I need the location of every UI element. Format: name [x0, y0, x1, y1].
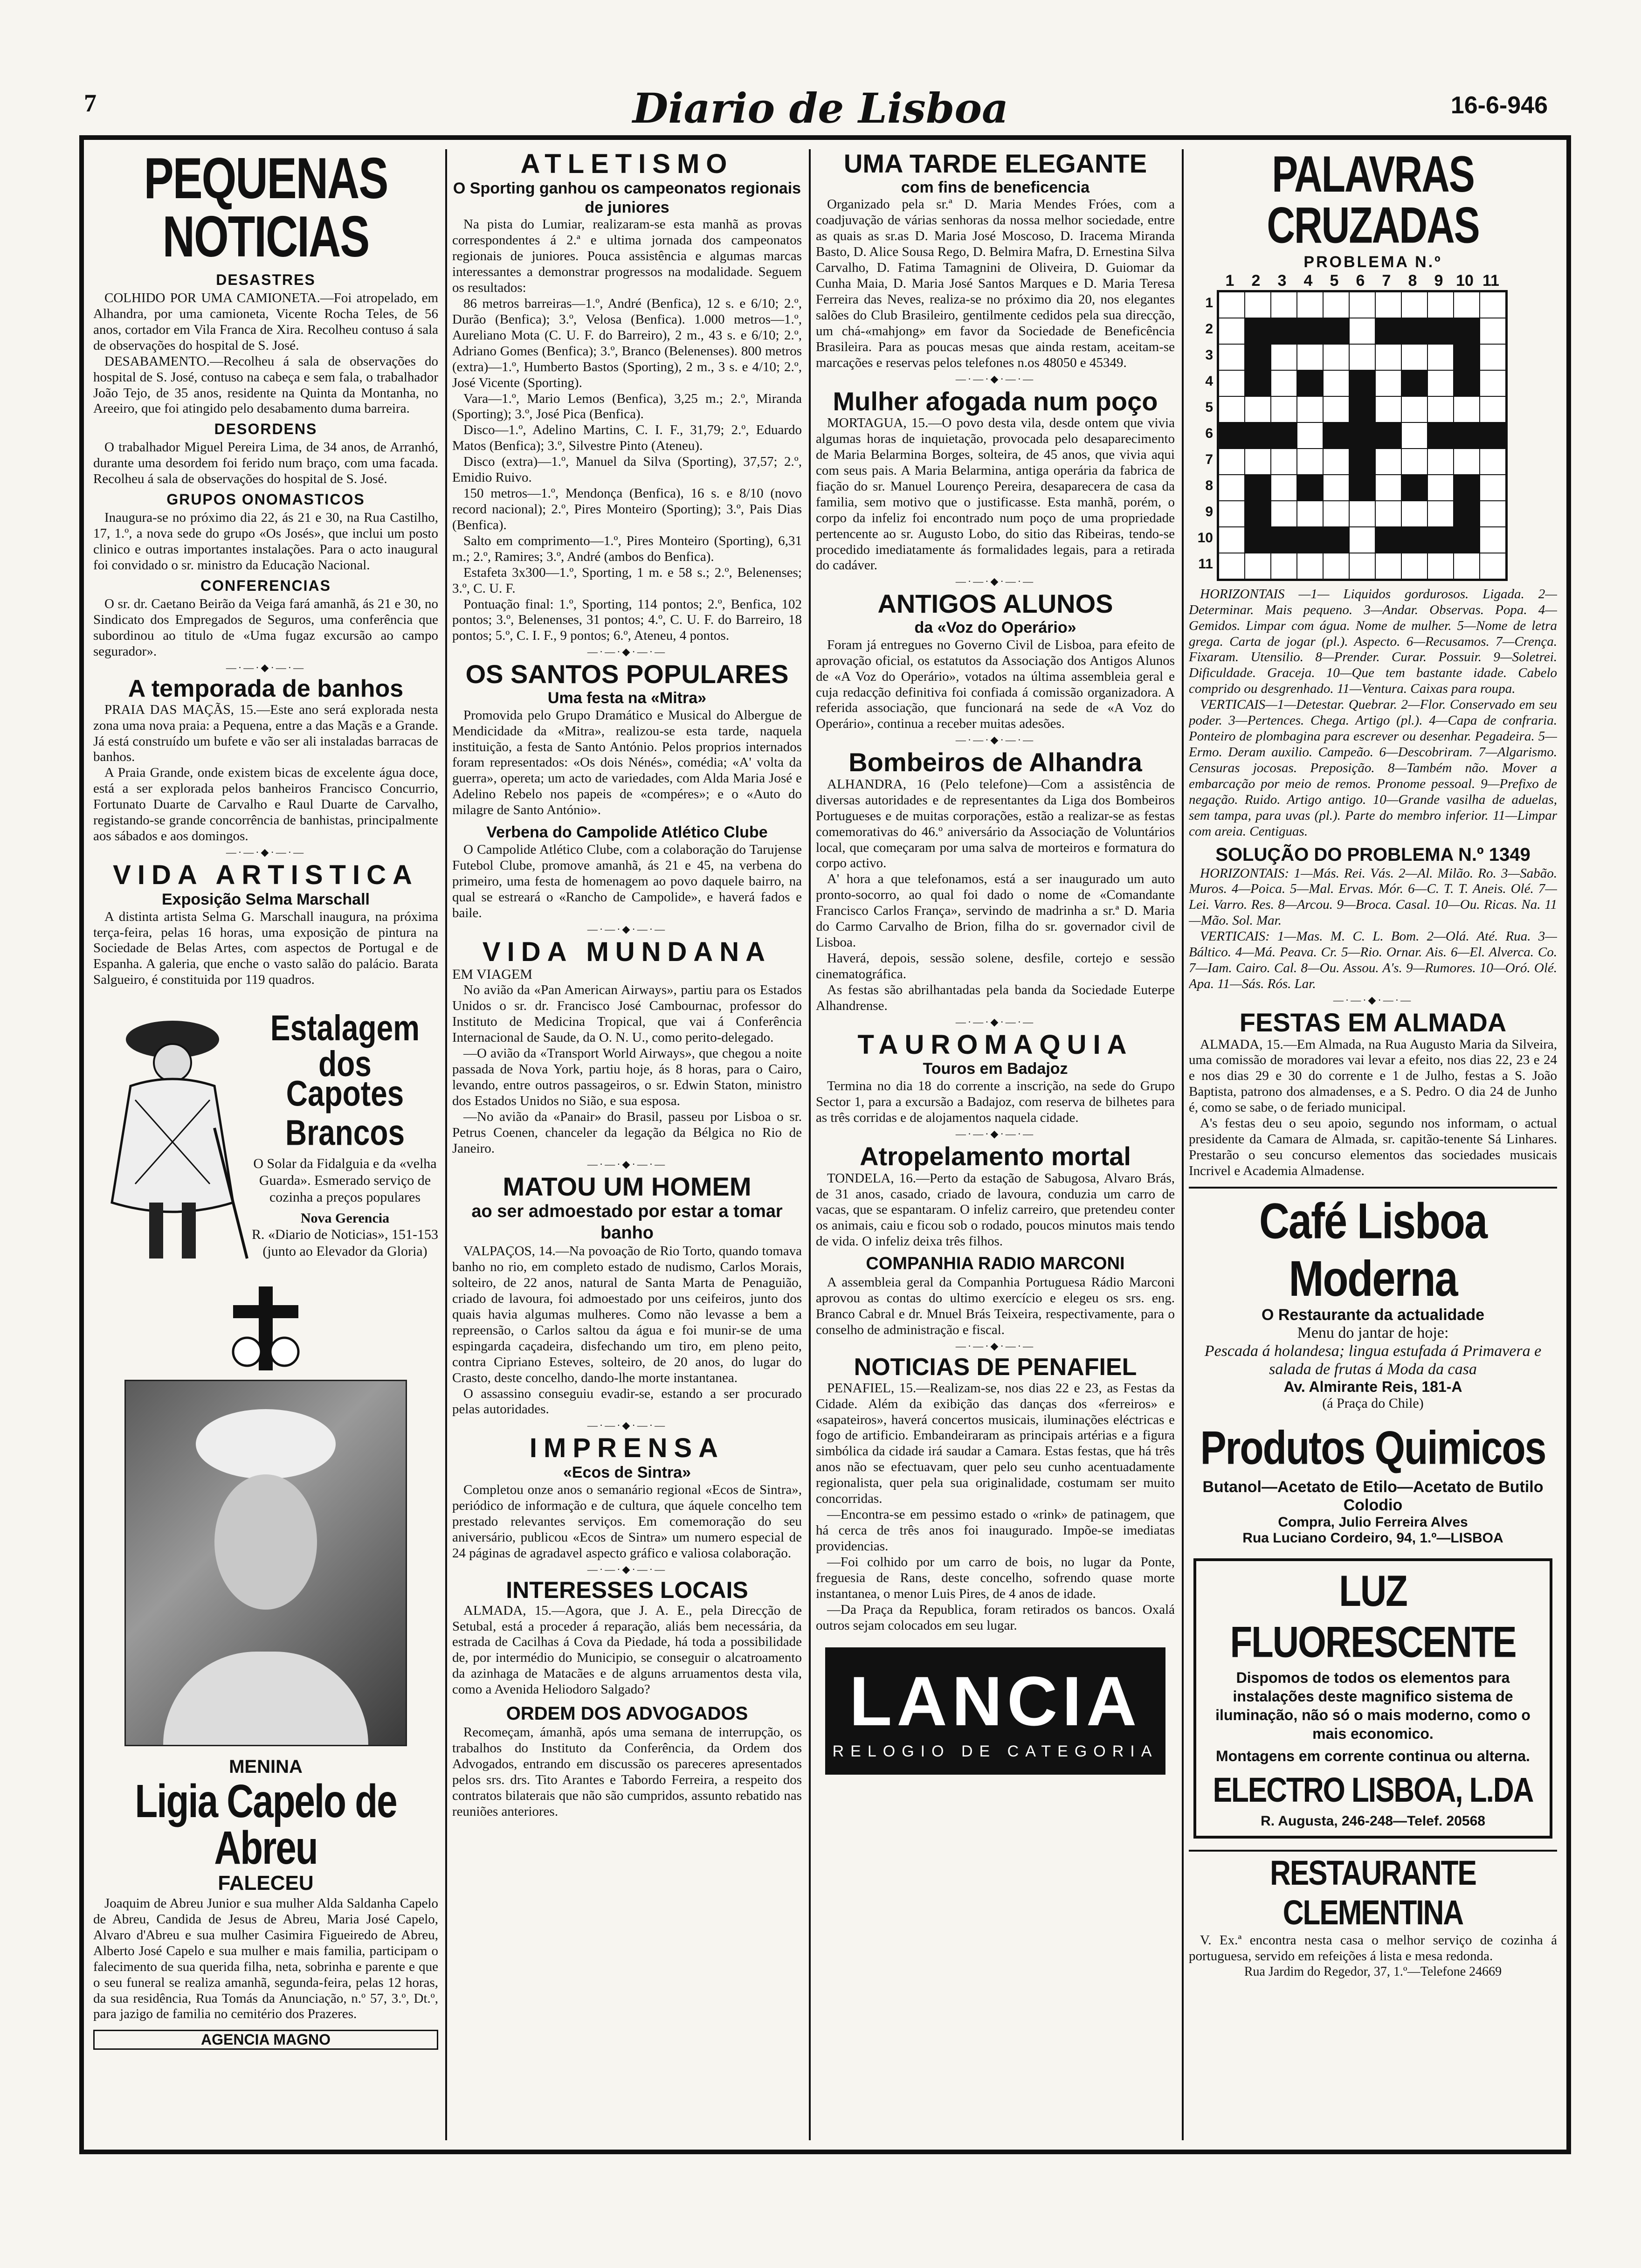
- crossword-black-cell: [1454, 501, 1480, 527]
- crossword-black-cell: [1454, 344, 1480, 370]
- verbena-heading: Verbena do Campolide Atlético Clube: [486, 823, 768, 842]
- crossword-white-cell[interactable]: [1219, 475, 1245, 501]
- cafe-address: Av. Almirante Reis, 181-A: [1283, 1378, 1462, 1395]
- crossword-white-cell[interactable]: [1271, 449, 1297, 475]
- cafe-ad: [1189, 1187, 1557, 1411]
- desordens-text: O trabalhador Miguel Pereira Lima, de 34 anos, de Arranhó, durante uma desordem foi ferido num braço, com uma facada. Recolheu á sala de observações do hospital de S. José.: [93, 440, 438, 487]
- crossword-title: PALAVRAS CRUZADAS: [1267, 149, 1479, 254]
- bombeiros-text-4: As festas são abrilhantadas pela banda da Sociedade Euterpe Alhandrense.: [816, 982, 1175, 1013]
- crossword-white-cell[interactable]: [1271, 553, 1297, 579]
- crossword-row-number: 11: [1198, 556, 1213, 572]
- separator: —·—·◆·—·—: [1333, 994, 1413, 1006]
- conferencias-text: O sr. dr. Caetano Beirão da Veiga fará amanhã, ás 21 e 30, no Sindicato dos Empregados de Seguros, uma conferência que subordinou ao titulo de «Uma fugaz excursão ao campo segurador».: [93, 596, 438, 659]
- lancia-tagline: RELOGIO DE CATEGORIA: [832, 1742, 1158, 1761]
- crossword-column-number: 9: [1434, 271, 1443, 290]
- luz-text-2: Montagens em corrente continua ou alterna.: [1216, 1748, 1530, 1764]
- crossword-vertical-clues: VERTICAIS—1—Detestar. Quebrar. 2—Flor. Conservado em seu poder. 3—Pertences. Chega. Artigo (pl.). 4—Capa de confraria. Ponteiro de plombagina para escrever ou desenhar. Pegadeira. 5—Ermo. Deram auxilio. Campeão. 6—Descobriram. 7—Algarismo. Censuras jocosas. Preposição. 8—Também não. Mover a embarcação por meio de remos. Pronome pessoal. 9—Prefixo de negação. Ruido. Artigo antigo. 10—Grande vasilha de aduelas, sem tampa, para uvas (pl.). Parte do membro inferior. 11—Limpar com areia. Centiguas.: [1189, 697, 1557, 839]
- penafiel-heading: NOTICIAS DE PENAFIEL: [854, 1353, 1137, 1381]
- crossword-row-number: 2: [1205, 321, 1213, 337]
- crossword-horizontal-clues: HORIZONTAIS —1— Liquidos gordurosos. Ligada. 2—Determinar. Mais pequeno. 3—Andar. Observas. Popa. 4—Gemidos. Limpar com água. Nome de mulher. 5—Nome de letra grega. Carta de jogar (pl.). Aspecto. 6—Recusamos. 7—Crença. Fixaram. Utensilio. 8—Prender. Curar. Possuir. 9—Soletrei. Dificuldade. Graceja. 10—Que tem bastante idade. Cabelo comprido ou desgrenhado. 11—Ventura. Caixas para roupa.: [1189, 586, 1557, 697]
- penafiel-text-4: —Da Praça da Republica, foram retirados os bancos. Oxalá outros sejam colocados em seu lugar.: [816, 1602, 1175, 1633]
- crossword-white-cell[interactable]: [1349, 292, 1375, 318]
- crossword-white-cell[interactable]: [1375, 475, 1401, 501]
- crossword-black-cell: [1427, 422, 1454, 449]
- crossword-black-cell: [1375, 422, 1401, 449]
- crossword-white-cell[interactable]: [1219, 370, 1245, 396]
- crossword-white-cell[interactable]: [1480, 527, 1506, 553]
- desastres-heading: DESASTRES: [216, 271, 316, 288]
- mundana-subheading: EM VIAGEM: [452, 967, 532, 982]
- page-header: [75, 84, 1566, 140]
- afogada-heading: Mulher afogada num poço: [833, 386, 1158, 416]
- atletismo-text-5: Disco (extra)—1.º, Manuel da Silva (Sporting), 37,57; 2.º, Emidio Ruivo.: [452, 454, 802, 485]
- solution-heading: SOLUÇÃO DO PROBLEMA N.º 1349: [1215, 844, 1531, 865]
- banhos-text-2: A Praia Grande, onde existem bicas de excelente água doce, está a ser explorada pelos banheiros Francisco Concurrio, Fortunato Duarte de Carvalho e Raul Duarte de Carvalho, registando-se grande concorrência de banhistas, principalmente aos sábados e aos domingos.: [93, 765, 438, 844]
- crossword-white-cell[interactable]: [1245, 449, 1271, 475]
- crossword-black-cell: [1454, 370, 1480, 396]
- crossword-white-cell[interactable]: [1454, 396, 1480, 422]
- solution-vertical: VERTICAIS: 1—Mas. M. C. L. Bom. 2—Olá. Até. Rua. 3—Báltico. 4—Má. Peava. Cr. 5—Rio. Ornar. Ais. 6—El. Alverca. Co. 7—Iam. Cairo. Cal. 8—Ou. Assou. A's. 9—Rumores. 10—Oró. Olé. Apa. 11—Sás. Rós. Lar.: [1189, 929, 1557, 991]
- crossword-white-cell[interactable]: [1219, 449, 1245, 475]
- crossword-black-cell: [1297, 475, 1323, 501]
- cafe-tagline: O Restaurante da actualidade: [1261, 1306, 1485, 1324]
- crossword-white-cell[interactable]: [1401, 501, 1427, 527]
- masthead: Diario de Lisboa: [632, 84, 1009, 132]
- floral-cross: [93, 1268, 438, 1380]
- crossword-white-cell[interactable]: [1271, 396, 1297, 422]
- crossword-white-cell[interactable]: [1219, 344, 1245, 370]
- atletismo-text-8: Estafeta 3x300—1.º, Sporting, 1 m. e 58 s.; 2.º, Belenenses; 3.º, C. U. F.: [452, 565, 802, 596]
- clementina-text: V. Ex.ª encontra nesta casa o melhor serviço de cozinha á portuguesa, servido em refeições á lista e mesa redonda.: [1189, 1933, 1557, 1964]
- antigos-heading: ANTIGOS ALUNOS: [877, 589, 1113, 619]
- estalagem-ad: [93, 1007, 438, 1268]
- crossword-row-numbers: [1189, 290, 1217, 577]
- crossword-white-cell[interactable]: [1349, 553, 1375, 579]
- imprensa-text: Completou onze anos o semanário regional «Ecos de Sintra», periódico de informação e de cultura, que áquele concelho tem prestado relevantes serviços. Em comemoração do seu aniversário, publicou «Ecos de Sintra» um numero especial de 24 páginas de agradavel aspecto gráfico e valiosa colaboração.: [452, 1482, 802, 1561]
- crossword-white-cell[interactable]: [1427, 449, 1454, 475]
- vida-artistica-heading: VIDA ARTISTICA: [113, 860, 419, 890]
- santos-heading: OS SANTOS POPULARES: [465, 659, 789, 689]
- crossword-white-cell[interactable]: [1349, 527, 1375, 553]
- pequenas-noticias-title: PEQUENAS NOTICIAS: [144, 149, 388, 270]
- luz-company: ELECTRO LISBOA, L.DA: [1213, 1771, 1533, 1810]
- column-rule: [1182, 149, 1184, 2140]
- crossword-black-cell: [1271, 318, 1297, 344]
- separator: —·—·◆·—·—: [955, 1128, 1035, 1140]
- desastres-text-2: DESABAMENTO.—Recolheu á sala de observações do hospital de S. José, contuso na cabeça e sem fala, o trabalhador João Tejo, de 35 anos, residente na Quinta da Montanha, no Areeiro, que foi atingido pelo desabamento duma barreira.: [93, 353, 438, 416]
- crossword-white-cell[interactable]: [1245, 553, 1271, 579]
- luz-address: R. Augusta, 246-248—Telef. 20568: [1261, 1813, 1485, 1829]
- crossword-black-cell: [1349, 449, 1375, 475]
- crossword-white-cell[interactable]: [1375, 449, 1401, 475]
- crossword-white-cell[interactable]: [1401, 396, 1427, 422]
- crossword-row-number: 7: [1205, 451, 1213, 467]
- interesses-text: ALMADA, 15.—Agora, que J. A. E., pela Direcção de Setubal, está a proceder á reparação, aliás bem necessária, da estrada de Cacilhas á Cova da Piedade, há toda a possibilidade de, por intermédio do Municipio, se conseguir o alcatroamento da azinhaga de Matacães e de alguns arruamentos desta vila, como a Avenida Heliodoro Salgado?: [452, 1603, 802, 1697]
- almada-text-2: A's festas deu o seu apoio, segundo nos informam, o actual presidente da Camara de Almada, sr. capitão-tenente Sá Linhares. Prestarão o seu concurso elementos das sociedades musicais Incrivel e Academia Almadense.: [1189, 1116, 1557, 1178]
- obituary-faleceu: FALECEU: [218, 1872, 314, 1895]
- crossword-black-cell: [1297, 318, 1323, 344]
- tauromaquia-heading: TAUROMAQUIA: [857, 1029, 1133, 1060]
- issue-date: 16-6-946: [1450, 92, 1548, 119]
- crossword-white-cell[interactable]: [1323, 553, 1349, 579]
- crossword-white-cell[interactable]: [1323, 449, 1349, 475]
- crossword-black-cell: [1401, 527, 1427, 553]
- matou-text-2: O assassino conseguiu evadir-se, estando a ser procurado pelas autoridades.: [452, 1386, 802, 1417]
- crossword-black-cell: [1401, 370, 1427, 396]
- crossword-white-cell[interactable]: [1401, 292, 1427, 318]
- cafe-menu-label: Menu do jantar de hoje:: [1297, 1324, 1449, 1341]
- atletismo-text-4: Disco—1.º, Adelino Martins, C. I. F., 31,79; 2.º, Eduardo Matos (Benfica); 3.º, Silvestre Pinto (Ateneu).: [452, 422, 802, 454]
- crossword-row-number: 10: [1197, 530, 1213, 546]
- crossword-white-cell[interactable]: [1349, 344, 1375, 370]
- tarde-heading: UMA TARDE ELEGANTE: [843, 149, 1147, 178]
- crossword-black-cell: [1454, 527, 1480, 553]
- crossword-column-number: 11: [1482, 271, 1499, 290]
- crossword-row-number: 9: [1205, 504, 1213, 519]
- separator: —·—·◆·—·—: [587, 923, 667, 935]
- crossword-black-cell: [1271, 422, 1297, 449]
- column-4: [1189, 149, 1557, 2140]
- interesses-heading: INTERESSES LOCAIS: [506, 1577, 748, 1603]
- crossword-white-cell[interactable]: [1245, 292, 1271, 318]
- agency-name: AGENCIA MAGNO: [93, 2030, 438, 2050]
- bombeiros-text-3: Haverá, depois, sessão solene, desfile, cortejo e sessão cinematográfica.: [816, 951, 1175, 982]
- estalagem-text: O Solar da Fidalguia e da «velha Guarda». Esmerado serviço de cozinha a preços populares: [253, 1155, 437, 1205]
- solution-horizontal: HORIZONTAIS: 1—Más. Rei. Vás. 2—Al. Milão. Ro. 3—Sabão. Muros. 4—Poica. 5—Mal. Ervas. Mór. 6—C. T. T. Aneis. Olé. 7—Lei. Varro. Res. 8—Arcou. 9—Broca. Casal. 10—Ou. Ricas. Na. 11—Mão. Sol. Mar.: [1189, 865, 1557, 928]
- desastres-text-1: COLHIDO POR UMA CAMIONETA.—Foi atropelado, em Alhandra, por uma camioneta, Vicente Rocha Teles, de 56 anos, cortador em Vila Franca de Xira. Recolheu contuso á sala de observações do hospital de S. José.: [93, 290, 438, 353]
- santos-subheading: Uma festa na «Mitra»: [547, 689, 707, 707]
- crossword-area: [1189, 290, 1557, 581]
- crossword-black-cell: [1271, 527, 1297, 553]
- matou-subheading: ao ser admoestado por estar a tomar banho: [471, 1202, 783, 1243]
- crossword-white-cell[interactable]: [1349, 318, 1375, 344]
- crossword-white-cell[interactable]: [1401, 422, 1427, 449]
- crossword-column-number: 10: [1456, 271, 1474, 290]
- crossword-column-number: 4: [1303, 271, 1313, 290]
- cafe-dishes: Pescada á holandesa; lingua estufada á Primavera e salada de frutas á Moda da casa: [1204, 1342, 1542, 1378]
- estalagem-title-2: Capotes Brancos: [285, 1073, 405, 1153]
- crossword-black-cell: [1427, 318, 1454, 344]
- obituary-name: Ligia Capelo de Abreu: [135, 1775, 397, 1874]
- conferencias-heading: CONFERENCIAS: [200, 577, 331, 594]
- crossword-white-cell[interactable]: [1375, 396, 1401, 422]
- grupos-text: Inaugura-se no próximo dia 22, ás 21 e 30, na Rua Castilho, 17, 1.º, a nova sede do grupo «Os Josés», que inclui um posto clinico e outras importantes instalações. Para o acto inaugural foi convidado o sr. ministro da Educação Nacional.: [93, 510, 438, 573]
- quimicos-buyer: Compra, Julio Ferreira Alves: [1278, 1514, 1468, 1530]
- atletismo-text-7: Salto em comprimento—1.º, Pires Monteiro (Sporting), 6,31 m.; 2.º, Ramires; 3.º, André (ambos do Benfica).: [452, 533, 802, 564]
- tauromaquia-subheading: Touros em Badajoz: [923, 1060, 1068, 1078]
- crossword-white-cell[interactable]: [1427, 475, 1454, 501]
- crossword-row-number: 6: [1205, 425, 1213, 441]
- crossword-white-cell[interactable]: [1427, 501, 1454, 527]
- estalagem-management: Nova Gerencia: [300, 1210, 390, 1226]
- crossword-white-cell[interactable]: [1323, 475, 1349, 501]
- crossword-white-cell[interactable]: [1427, 344, 1454, 370]
- crossword-row-number: 8: [1205, 477, 1213, 493]
- crossword-black-cell: [1401, 318, 1427, 344]
- cafe-address-2: (á Praça do Chile): [1322, 1396, 1424, 1411]
- separator: —·—·◆·—·—: [955, 1340, 1035, 1352]
- crossword-black-cell: [1375, 318, 1401, 344]
- luz-name: LUZ FLUORESCENTE: [1230, 1566, 1516, 1666]
- crossword-black-cell: [1245, 370, 1271, 396]
- crossword-white-cell[interactable]: [1375, 292, 1401, 318]
- cross-icon: [93, 1268, 438, 1380]
- crossword-black-cell: [1297, 370, 1323, 396]
- clementina-name: RESTAURANTE CLEMENTINA: [1270, 1854, 1476, 1932]
- crossword-white-cell[interactable]: [1480, 370, 1506, 396]
- obituary-prefix: MENINA: [229, 1756, 303, 1777]
- imprensa-subheading: «Ecos de Sintra»: [563, 1464, 691, 1482]
- column-3: [816, 149, 1175, 2140]
- separator: —·—·◆·—·—: [226, 846, 306, 858]
- crossword-black-cell: [1375, 527, 1401, 553]
- vida-artistica-text: A distinta artista Selma G. Marschall inaugura, na próxima terça-feira, pelas 16 horas, uma exposição de pintura na Sociedade de Belas Artes, com aspectos de Portugal e de Espanha. A galeria, que enche o vasto salão do palácio. Barata Salgueiro, é constituida por 119 quadros.: [93, 909, 438, 988]
- atropelamento-text: TONDELA, 16.—Perto da estação de Sabugosa, Alvaro Brás, de 31 anos, casado, criado de lavoura, conduzia um carro de vacas, que se espantaram. O infeliz carreiro, que pretendeu conter os animais, caiu e ficou sob o rodado, poucos minutos mais tendo de vida. O infeliz deixa três filhos.: [816, 1170, 1175, 1249]
- crossword-black-cell: [1219, 422, 1245, 449]
- afogada-text: MORTAGUA, 15.—O povo desta vila, desde ontem que vivia algumas horas de inquietação, provocada pelo desaparecimento de Maria Belarmina Borges, solteira, de 45 anos, que vivia aqui com seus pais. A Maria Belarmina, antiga operária da fabrica de fiação do sr. Manuel Lourenço Pereira, desaparecera de casa da familia, sem motivo que o justificasse. Esta manhã, porém, o corpo da infeliz foi encontrado num poço de uma propriedade pertencente ao sr. Augusto Lobo, do sitio das Ribeiras, tendo-se procedido imediatamente ás formalidades legais, para a retirada do cadáver.: [816, 415, 1175, 573]
- estalagem-address: R. «Diario de Noticias», 151-153 (junto ao Elevador da Gloria): [252, 1226, 438, 1259]
- crossword-white-cell[interactable]: [1271, 501, 1297, 527]
- crossword-white-cell[interactable]: [1480, 318, 1506, 344]
- crossword-black-cell: [1349, 370, 1375, 396]
- crossword-white-cell[interactable]: [1297, 501, 1323, 527]
- clementina-ad: [1189, 1850, 1557, 1979]
- crossword-row-number: 5: [1205, 399, 1213, 415]
- crossword-black-cell: [1480, 422, 1506, 449]
- luz-ad: [1193, 1558, 1552, 1839]
- page-frame: [79, 135, 1571, 2154]
- penafiel-text-2: —Encontra-se em pessimo estado o «rink» de patinagem, que há cerca de três anos foi inaugurado. Impõe-se imediatas providencias.: [816, 1507, 1175, 1554]
- ordem-text: Recomeçam, ámanhã, após uma semana de interrupção, os trabalhos do Instituto da Conferência, da Ordem dos Advogados, entrando em discussão os pareceres apresentados pelos srs. drs. Tito Arantes e Tabordo Ferreira, a respeito dos contratos bilaterais que não são cumpridos, assunto rebatido nas reuniões anteriores.: [452, 1725, 802, 1819]
- crossword-black-cell: [1245, 501, 1271, 527]
- crossword-white-cell[interactable]: [1480, 292, 1506, 318]
- crossword-row-number: 3: [1205, 347, 1213, 363]
- separator: —·—·◆·—·—: [587, 1563, 667, 1575]
- bombeiros-text-1: ALHANDRA, 16 (Pelo telefone)—Com a assistência de diversas autoridades e de representantes da Liga dos Bombeiros Portugueses e de muitas corporações, estão a realizar-se as festas comemorativas do 46.º aniversário da Associação de Voluntários local, que começaram por uma salva de morteiros e formatura do corpo activo.: [816, 776, 1175, 871]
- crossword-black-cell: [1323, 318, 1349, 344]
- luz-text: Dispomos de todos os elementos para instalações deste magnifico sistema de iluminação, não só o mais moderno, como o mais economico.: [1215, 1669, 1531, 1742]
- crossword-black-cell: [1454, 475, 1480, 501]
- quimicos-products: Butanol—Acetato de Etilo—Acetato de Butilo Colodio: [1202, 1478, 1544, 1514]
- bombeiros-heading: Bombeiros de Alhandra: [848, 747, 1142, 777]
- crossword-white-cell[interactable]: [1401, 449, 1427, 475]
- crossword-white-cell[interactable]: [1427, 553, 1454, 579]
- crossword-white-cell[interactable]: [1219, 553, 1245, 579]
- grupos-heading: GRUPOS ONOMASTICOS: [166, 491, 365, 508]
- crossword-white-cell[interactable]: [1271, 344, 1297, 370]
- crossword-white-cell[interactable]: [1375, 370, 1401, 396]
- atletismo-subheading: O Sporting ganhou os campeonatos regionais de juniores: [453, 179, 801, 216]
- crossword-white-cell[interactable]: [1297, 292, 1323, 318]
- crossword-white-cell[interactable]: [1297, 449, 1323, 475]
- ordem-heading: ORDEM DOS ADVOGADOS: [506, 1703, 748, 1724]
- crossword-white-cell[interactable]: [1323, 396, 1349, 422]
- banhos-heading: A temporada de banhos: [128, 675, 404, 702]
- tarde-subheading: com fins de beneficencia: [901, 178, 1090, 196]
- crossword-white-cell[interactable]: [1480, 553, 1506, 579]
- crossword-white-cell[interactable]: [1323, 501, 1349, 527]
- portrait-photo: [124, 1380, 407, 1746]
- mundana-heading: VIDA MUNDANA: [482, 936, 772, 967]
- crossword-black-cell: [1323, 422, 1349, 449]
- crossword-white-cell[interactable]: [1480, 501, 1506, 527]
- crossword-black-cell: [1454, 422, 1480, 449]
- matou-text-1: VALPAÇOS, 14.—Na povoação de Rio Torto, quando tomava banho no rio, em completo estado de nudismo, Carlos Morais, solteiro, de 22 anos, natural de Santa Marta de Penaguião, criado de lavoura, foi admoestado por uns ceifeiros, junto dos quais havia algumas mulheres. Como não levasse a bem a repreensão, o Carlos saltou da água e foi munir-se de uma espingarda caçadeira, disfechando um tiro, em pleno peito, contra Cipriano Esteves, solteiro, de 20 anos, do lugar do Crasto, deste concelho, dando-lhe morte instantanea.: [452, 1244, 802, 1385]
- atletismo-heading: ATLETISMO: [520, 149, 734, 179]
- crossword-white-cell[interactable]: [1219, 318, 1245, 344]
- crossword-black-cell: [1245, 475, 1271, 501]
- crossword-black-cell: [1297, 527, 1323, 553]
- crossword-white-cell[interactable]: [1427, 370, 1454, 396]
- crossword-white-cell[interactable]: [1219, 527, 1245, 553]
- cafe-name: Café Lisboa Moderna: [1259, 1193, 1487, 1307]
- crossword-problem-label: PROBLEMA N.º: [1303, 253, 1442, 271]
- crossword-white-cell[interactable]: [1401, 553, 1427, 579]
- crossword-white-cell[interactable]: [1375, 553, 1401, 579]
- atletismo-text-6: 150 metros—1.º, Mendonça (Benfica), 16 s. e 8/10 (novo record nacional); 2.º, Pires Monteiro (Sporting); 3.º, Pais Dias (Benfica).: [452, 486, 802, 532]
- separator: —·—·◆·—·—: [955, 575, 1035, 588]
- mundana-text-1: No avião da «Pan American Airways», partiu para os Estados Unidos o sr. dr. Francisco José Cambournac, professor do Instituto de Medicina Tropical, que vai á Conferência Internacional de Saude, da O. N. U., como perito-delegado.: [452, 982, 802, 1045]
- column-1: [93, 149, 438, 2140]
- separator: —·—·◆·—·—: [587, 1419, 667, 1431]
- marconi-heading: COMPANHIA RADIO MARCONI: [866, 1254, 1125, 1274]
- atletismo-text-1: Na pista do Lumiar, realizaram-se esta manhã as provas correspondentes á 2.ª e ultima jornada dos campeonatos regionais de juniores. Pouca assistência e algumas marcas interessantes a demonstrar progressos na modalidade. Seguem os resultados:: [452, 217, 802, 296]
- crossword-column-number: 1: [1225, 271, 1234, 290]
- clementina-address: Rua Jardim do Regedor, 37, 1.º—Telefone 24669: [1244, 1964, 1502, 1979]
- crossword-white-cell[interactable]: [1219, 501, 1245, 527]
- separator: —·—·◆·—·—: [955, 734, 1035, 746]
- crossword-column-number: 5: [1330, 271, 1339, 290]
- crossword-white-cell[interactable]: [1271, 370, 1297, 396]
- crossword-black-cell: [1427, 527, 1454, 553]
- crossword-row-number: 4: [1205, 373, 1213, 389]
- crossword-white-cell[interactable]: [1323, 344, 1349, 370]
- crossword-row-number: 1: [1205, 295, 1213, 311]
- bombeiros-text-2: A' hora a que telefonamos, está a ser inaugurado um auto pronto-socorro, ao qual foi dado o nome de «Comandante Francisco Carlos França», servindo de madrinha a sr.ª D. Maria do Carmo Carvalho de Brion, filha do sr. governador civil de Lisboa.: [816, 871, 1175, 950]
- penafiel-text-3: —Foi colhido por um carro de bois, no lugar da Ponte, freguesia de Rans, deste concelho, sofrendo quase morte instantanea, o menor Luis Pires, de 4 anos de idade.: [816, 1554, 1175, 1601]
- page-number: 7: [84, 89, 97, 117]
- crossword-black-cell: [1401, 475, 1427, 501]
- crossword-white-cell[interactable]: [1480, 396, 1506, 422]
- quimicos-ad: [1189, 1421, 1557, 1546]
- separator: —·—·◆·—·—: [587, 1158, 667, 1170]
- lancia-ad: [825, 1647, 1165, 1775]
- estalagem-title-1: Estalagem dos: [270, 1008, 420, 1084]
- column-rule: [809, 149, 811, 2140]
- crossword-white-cell[interactable]: [1297, 553, 1323, 579]
- almada-heading: FESTAS EM ALMADA: [1239, 1007, 1507, 1037]
- crossword-white-cell[interactable]: [1323, 370, 1349, 396]
- crossword-white-cell[interactable]: [1454, 449, 1480, 475]
- crossword-white-cell[interactable]: [1219, 396, 1245, 422]
- crossword-black-cell: [1245, 318, 1271, 344]
- crossword-white-cell[interactable]: [1375, 344, 1401, 370]
- penafiel-text-1: PENAFIEL, 15.—Realizam-se, nos dias 22 e 23, as Festas da Cidade. Além da exibição das danças dos «ferreiros» e «sapateiros», haverá concertos musicais, iluminações eléctricas e fogo de artificio. Embandeiraram as principais artérias e a figura simbólica da cidade irá saudar a Camara. Estas festas, que há três anos não se efectuavam, quer pelo seu cunho acentuadamente regionalista, quer pela sua originalidade, costumam ser muito concorridas.: [816, 1380, 1175, 1507]
- crossword-black-cell: [1454, 318, 1480, 344]
- crossword-white-cell[interactable]: [1427, 292, 1454, 318]
- separator: —·—·◆·—·—: [955, 1016, 1035, 1028]
- separator: —·—·◆·—·—: [226, 661, 306, 673]
- crossword-white-cell[interactable]: [1271, 292, 1297, 318]
- crossword-column-number: 7: [1382, 271, 1391, 290]
- atletismo-text-3: Vara—1.º, Mario Lemos (Benfica), 3,25 m.; 2.º, Miranda (Sporting); 3.º, José Pica (Benfica).: [452, 391, 802, 422]
- atropelamento-heading: Atropelamento mortal: [860, 1141, 1131, 1171]
- crossword-black-cell: [1245, 344, 1271, 370]
- separator: —·—·◆·—·—: [587, 646, 667, 658]
- crossword-column-number: 6: [1356, 271, 1365, 290]
- atletismo-text-9: Pontuação final: 1.º, Sporting, 114 pontos; 2.º, Benfica, 102 pontos; 3.º, Belenenses, 31 pontos; 4.º, C. U. F. do Barreiro, 18 pontos; 5.º, C. I. F., 9 pontos; 6.º, Ateneu, 4 pontos.: [452, 596, 802, 643]
- crossword-white-cell[interactable]: [1323, 292, 1349, 318]
- verbena-text: O Campolide Atlético Clube, com a colaboração do Tarujense Futebol Clube, promove amanhã, ás 21 e 45, na verbena do primeiro, uma festa de homenagem ao povo daquele bairro, na qual se estreará o «Rancho de Campolide», e haverá fados e baile.: [452, 842, 802, 920]
- crossword-white-cell[interactable]: [1271, 475, 1297, 501]
- crossword-white-cell[interactable]: [1480, 449, 1506, 475]
- antigos-subheading: da «Voz do Operário»: [914, 618, 1076, 636]
- crossword-grid: [1217, 290, 1508, 581]
- crossword-white-cell[interactable]: [1454, 292, 1480, 318]
- column-rule: [445, 149, 447, 2140]
- quimicos-name: Produtos Quimicos: [1200, 1421, 1546, 1474]
- antigos-text: Foram já entregues no Governo Civil de Lisboa, para efeito de aprovação oficial, os estatutos da Associação dos Antigos Alunos de «A Voz do Operário», votados na última assembleia geral e cuja redacção definitiva foi confiada á comissão organizadora. A referida associação, que funcionará na sede de «A Voz do Operário», continua a receber muitas adesões.: [816, 637, 1175, 732]
- crossword-white-cell[interactable]: [1297, 396, 1323, 422]
- banhos-text-1: PRAIA DAS MAÇÃS, 15.—Este ano será explorada nesta zona uma nova praia: a Pequena, entre a das Maçãs e a Grande. Já está construído um bufete e vão ser ali instaladas barracas de banhos.: [93, 702, 438, 765]
- crossword-white-cell[interactable]: [1297, 422, 1323, 449]
- tarde-text: Organizado pela sr.ª D. Maria Mendes Fróes, com a coadjuvação de várias senhoras da nossa melhor sociedade, entre as quais as sr.as D. Maria José Moscoso, D. Iracema Miranda Basto, D. Alice Sousa Rego, D. Belmira Mafra, D. Ernestina Silva Carvalho, D. Fatima Tamagnini de Oliveira, D. Guiomar da Cunha Maia, D. Maria José Santos Marques e D. Maria Teresa Ferreira das Neves, realiza-se no próximo dia 20, nos elegantes salões do Club Brasileiro, gentilmente cedidos pela sua direcção, um chá-«mahjong» em favor da Sociedade de Beneficência Brasileira. Para as poucas mesas que ainda restam, aceitam-se marcações e reservas pelos telefones n.os 48050 e 45349.: [816, 197, 1175, 370]
- crossword-white-cell[interactable]: [1375, 501, 1401, 527]
- mundana-text-2: —O avião da «Transport World Airways», que chegou a noite passada de Nova York, partiu hoje, ás 8 horas, para o Cairo, levando, entre outros passageiros, o sr. Edwin Staton, ministro dos Estados Unidos no Sião, e sua esposa.: [452, 1046, 802, 1108]
- vida-artistica-subheading: Exposição Selma Marschall: [162, 890, 370, 908]
- obituary-text: Joaquim de Abreu Junior e sua mulher Alda Saldanha Capelo de Abreu, Candida de Jesus de Abreu, Maria José Capelo, Alvaro d'Abreu e sua mulher Casimira Figueiredo de Abreu, Alberto José Capelo e sua mulher e mais familia, participam o falecimento de sua querida filha, neta, sobrinha e parente e que o seu funeral se realiza amanhã, segunda-feira, pelas 12 horas, da sua residência, Rua Tomás da Anunciação, n.º 57, 3.º, Dt.º, para jazigo de familia no cemitério dos Prazeres.: [93, 1896, 438, 2022]
- crossword-black-cell: [1349, 422, 1375, 449]
- column-2: [452, 149, 802, 2140]
- santos-text: Promovida pelo Grupo Dramático e Musical do Albergue de Mendicidade da «Mitra», realizou-se esta tarde, naquela instituição, a festa de Santo António. Pelos proprios internados foram representados: «Os dois Nénés», comédia; «A' volta da guerra», opereta; um acto de variedades, com Alda Maria José e Adelino Rebelo nos papeis de «compéres»; e o «Auto do milagre de Santo António».: [452, 707, 802, 818]
- crossword-white-cell[interactable]: [1245, 396, 1271, 422]
- marconi-text: A assembleia geral da Companhia Portuguesa Rádio Marconi aprovou as contas do ultimo exercício e elegeu os srs. eng. Branco Cabral e dr. Mnuel Brás Teixeira, respectivamente, para o conselho de administração e fiscal.: [816, 1274, 1175, 1337]
- crossword-column-number: 3: [1277, 271, 1287, 290]
- desordens-heading: DESORDENS: [214, 421, 317, 438]
- crossword-white-cell[interactable]: [1297, 344, 1323, 370]
- crossword-white-cell[interactable]: [1480, 344, 1506, 370]
- crossword-black-cell: [1245, 527, 1271, 553]
- cavalier-illustration-icon: [93, 1007, 252, 1268]
- crossword-black-cell: [1349, 396, 1375, 422]
- matou-heading: MATOU UM HOMEM: [503, 1172, 752, 1202]
- lancia-brand: LANCIA: [849, 1662, 1142, 1741]
- mundana-text-3: —No avião da «Panair» do Brasil, passeu por Lisboa o sr. Petrus Coenen, chanceler da legação da Bélgica no Rio de Janeiro.: [452, 1109, 802, 1156]
- crossword-white-cell[interactable]: [1480, 475, 1506, 501]
- quimicos-address: Rua Luciano Cordeiro, 94, 1.º—LISBOA: [1242, 1530, 1503, 1546]
- atletismo-text-2: 86 metros barreiras—1.º, André (Benfica), 12 s. e 6/10; 2.º, Durão (Benfica); 3.º, Velosa (Benfica). 1.000 metros—1.º, Aureliano Mota (C. U. F. do Barreiro), 2 m., 43 s. e 6/10; 2.º, Adriano Gomes (Benfica); 3.º, Branco (Belenenses). 800 metros (extra)—1.º, Humberto Bastos (Sporting), 2 m., 3 s. e 4/10; 2.º, José Vicente (Sporting).: [452, 296, 802, 390]
- crossword-white-cell[interactable]: [1401, 344, 1427, 370]
- almada-text-1: ALMADA, 15.—Em Almada, na Rua Augusto Maria da Silveira, uma comissão de moradores vai levar a efeito, nos dias 22, 23 e 24 e nos dias 29 e 30 do corrente e 1 de Julho, festas a S. João Baptista, patrono dos almadenses, e a S. Pedro. O dia 24 de Junho é, como se sabe, o de feriado municipal.: [1189, 1037, 1557, 1115]
- crossword-black-cell: [1245, 422, 1271, 449]
- crossword-white-cell[interactable]: [1427, 396, 1454, 422]
- crossword-black-cell: [1349, 475, 1375, 501]
- tauromaquia-text: Termina no dia 18 do corrente a inscrição, na sede do Grupo Sector 1, para a excursão a Badajoz, com reserva de bilhetes para as três corridas e de alojamentos naquela cidade.: [816, 1079, 1175, 1126]
- crossword-column-number: 8: [1408, 271, 1417, 290]
- crossword-white-cell[interactable]: [1219, 292, 1245, 318]
- crossword-column-number: 2: [1251, 271, 1261, 290]
- crossword-column-numbers: [1217, 272, 1506, 290]
- crossword-black-cell: [1323, 527, 1349, 553]
- separator: —·—·◆·—·—: [955, 373, 1035, 385]
- imprensa-heading: IMPRENSA: [529, 1433, 725, 1464]
- crossword-white-cell[interactable]: [1349, 501, 1375, 527]
- crossword-white-cell[interactable]: [1454, 553, 1480, 579]
